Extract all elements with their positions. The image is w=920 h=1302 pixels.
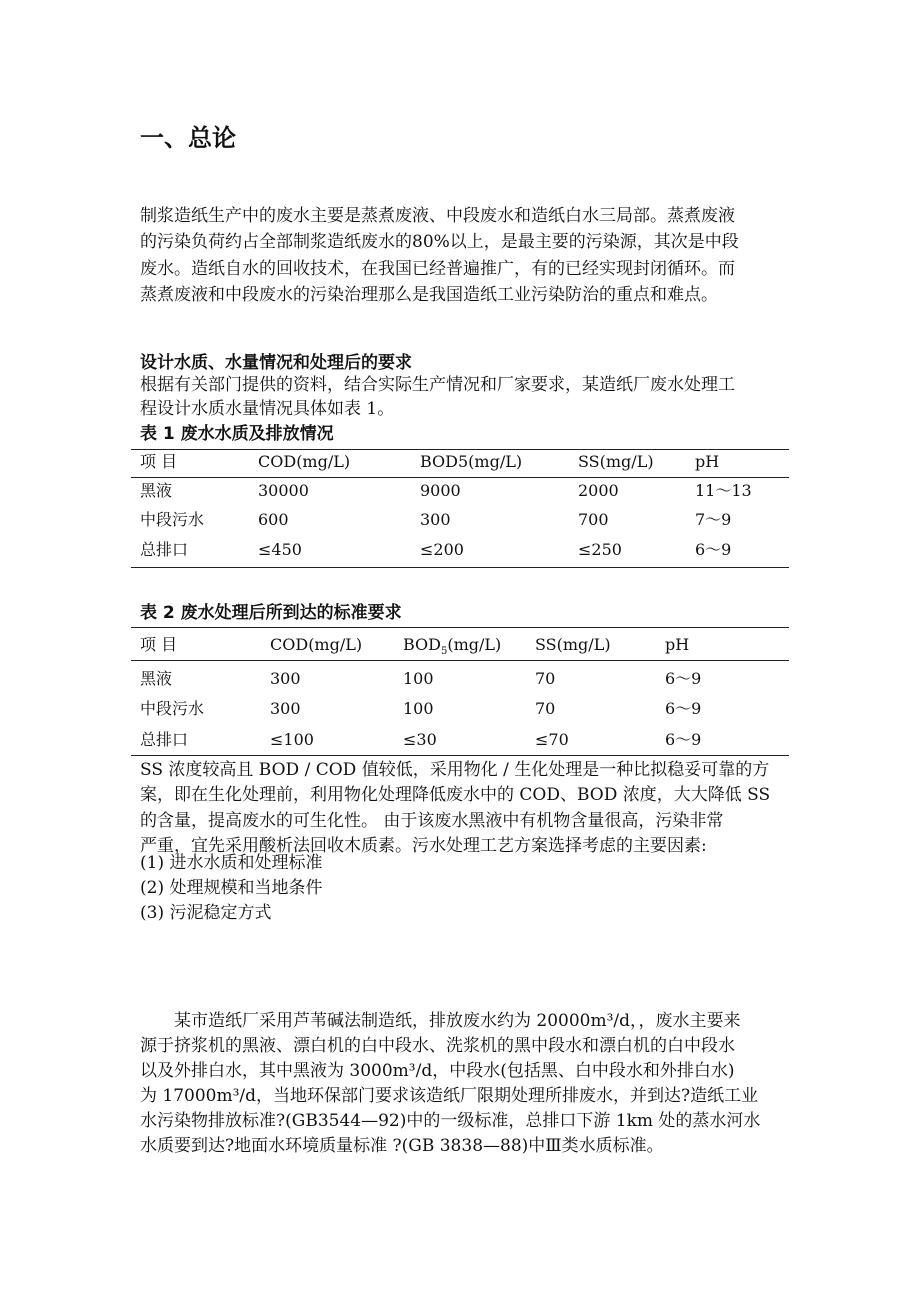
header-cell: BOD5(mg/L) [420, 452, 523, 471]
table-cell: 70 [535, 699, 556, 718]
list-item: (2) 处理规模和当地条件 [140, 878, 323, 898]
header-cell [403, 634, 501, 663]
text-line: 制浆造纸生产中的废水主要是蒸煮废液、中段废水和造纸白水三局部。蒸煮废液 [140, 206, 735, 226]
table-rule [131, 627, 789, 628]
table-cell: 100 [403, 669, 434, 688]
text-line: 源于挤浆机的黑液、漂白机的白中段水、洗浆机的黑中段水和漂白机的白中段水 [140, 1036, 735, 1056]
text-line: 某市造纸厂采用芦苇碱法制造纸，排放废水约为 20000m³/d，，废水主要来 [140, 1011, 741, 1031]
list-item: (1) 进水水质和处理标准 [140, 853, 323, 873]
table-cell: ≤30 [403, 730, 437, 749]
text-line: 为 17000m³/d，当地环保部门要求该造纸厂限期处理所排废水，并到达?造纸工业 [140, 1086, 759, 1106]
table-cell: 总排口 [140, 730, 189, 749]
table-cell: 600 [258, 510, 289, 529]
table-caption: 表 2 废水处理后所到达的标准要求 [140, 603, 402, 623]
table-cell: ≤70 [535, 730, 569, 749]
table-cell: 黑液 [140, 669, 173, 688]
table-cell: 9000 [420, 481, 461, 500]
table-cell: 中段污水 [140, 699, 205, 718]
table-rule [131, 567, 789, 568]
text-line: 的污染负荷约占全部制浆造纸废水的80%以上，是最主要的污染源，其次是中段 [140, 232, 739, 252]
table-cell: 300 [420, 510, 451, 529]
table-rule [131, 477, 789, 478]
header-cell: COD(mg/L) [270, 635, 363, 654]
table-cell: 6～9 [665, 669, 702, 688]
section-title: 设计水质、水量情况和处理后的要求 [140, 353, 412, 373]
table-cell: 6～9 [695, 540, 732, 559]
table-cell: 300 [270, 669, 301, 688]
table-cell: 300 [270, 699, 301, 718]
header-cell: pH [665, 635, 690, 654]
table-cell: 总排口 [140, 540, 189, 559]
header-cell: pH [695, 452, 720, 471]
text-line: 蒸煮废液和中段废水的污染治理那么是我国造纸工业污染防治的重点和难点。 [140, 285, 718, 305]
text-line: 废水。造纸自水的回收技术，在我国已经普遍推广，有的已经实现封闭循环。而 [140, 259, 735, 279]
table-cell: ≤250 [578, 540, 622, 559]
header-cell: SS(mg/L) [578, 452, 654, 471]
subscript: 5 [441, 646, 448, 658]
text-line: 严重，宜先采用酸析法回收木质素。污水处理工艺方案选择考虑的主要因素: [140, 836, 707, 856]
table-caption: 表 1 废水水质及排放情况 [140, 424, 334, 444]
text-line: 水质要到达?地面水环境质量标准 ?(GB 3838—88)中Ⅲ类水质标准。 [140, 1136, 664, 1156]
text-line: SS 浓度较高且 BOD / COD 值较低，采用物化 / 生化处理是一种比拟稳妥可靠的方 [140, 760, 770, 780]
table-cell: 2000 [578, 481, 619, 500]
table-cell: 11～13 [695, 481, 752, 500]
table-cell: 100 [403, 699, 434, 718]
header-cell: SS(mg/L) [535, 635, 611, 654]
header-text: BOD [403, 635, 441, 654]
table-cell: 6～9 [665, 699, 702, 718]
table-cell: 黑液 [140, 481, 173, 500]
table-cell: 7～9 [695, 510, 732, 529]
text-line: 案，即在生化处理前，利用物化处理降低废水中的 COD、BOD 浓度，大大降低 SS [140, 785, 771, 805]
header-cell: 项 目 [140, 452, 178, 471]
table-cell: 中段污水 [140, 510, 205, 529]
header-cell: COD(mg/L) [258, 452, 351, 471]
header-cell: 项 目 [140, 635, 178, 654]
table-cell: ≤100 [270, 730, 314, 749]
text-line: 水污染物排放标准?(GB3544—92)中的一级标准，总排口下游 1km 处的蒸水河水 [140, 1111, 761, 1131]
text-line: 程设计水质水量情况具体如表 1。 [140, 399, 395, 419]
text-line: 根据有关部门提供的资料，结合实际生产情况和厂家要求，某造纸厂废水处理工 [140, 375, 735, 395]
page-heading: 一、总论 [140, 124, 236, 152]
table-rule [131, 755, 789, 756]
text-line: 以及外排白水，其中黑液为 3000m³/d，中段水(包括黑、白中段水和外排白水) [140, 1061, 735, 1081]
table-cell: ≤450 [258, 540, 302, 559]
table-cell: 700 [578, 510, 609, 529]
table-cell: 70 [535, 669, 556, 688]
table-rule [131, 449, 789, 450]
text-line: 的含量，提高废水的可生化性。 由于该废水黑液中有机物含量很高，污染非常 [140, 811, 724, 831]
table-cell: ≤200 [420, 540, 464, 559]
header-text: (mg/L) [447, 635, 502, 654]
table-cell: 30000 [258, 481, 309, 500]
list-item: (3) 污泥稳定方式 [140, 903, 272, 923]
table-cell: 6～9 [665, 730, 702, 749]
